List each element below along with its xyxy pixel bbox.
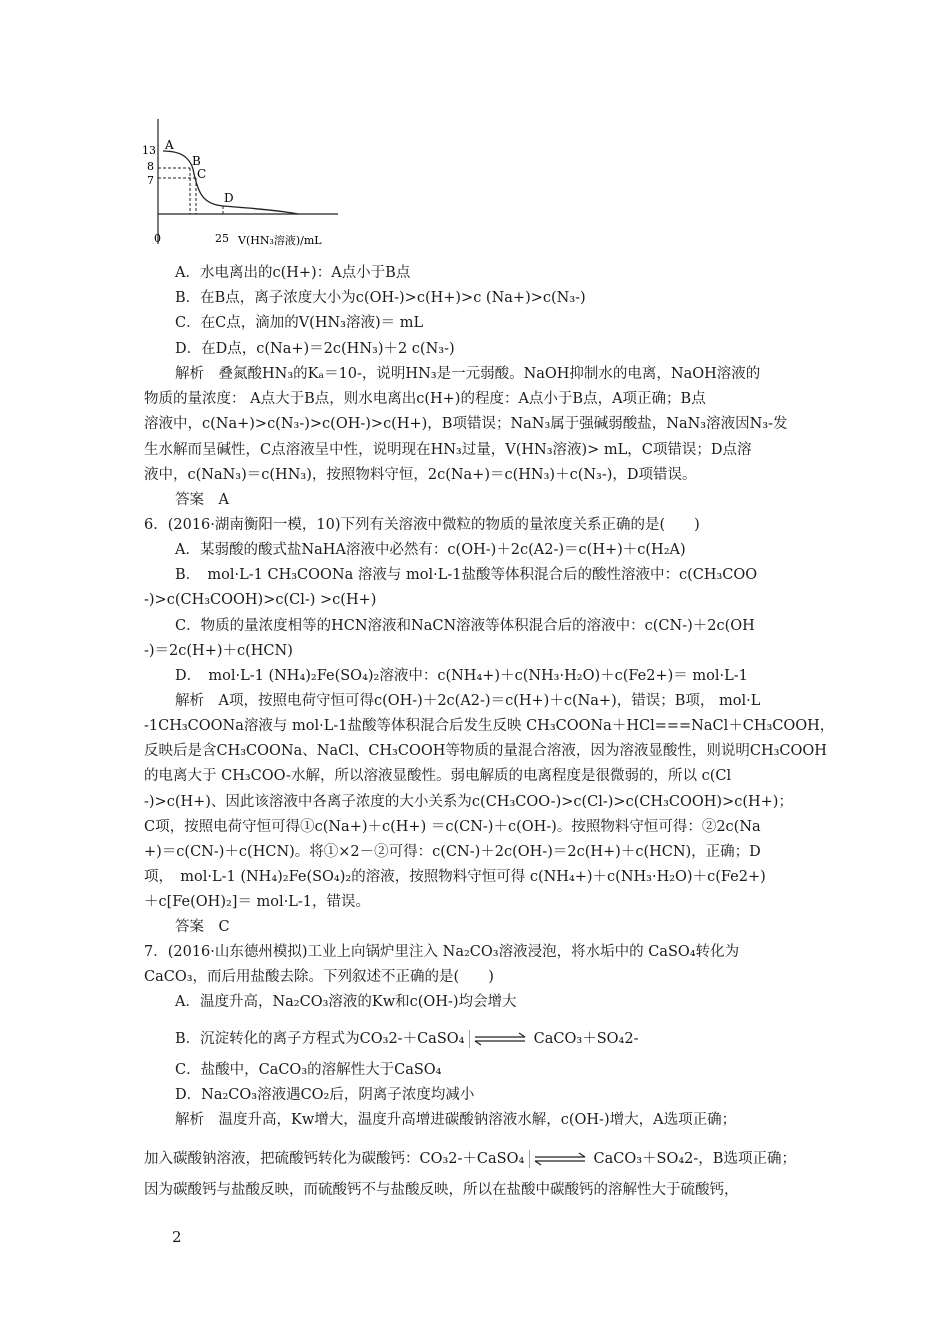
analysis-line: 解析 叠氮酸HN₃的Kₐ＝10-，说明HN₃是一元弱酸。NaOH抑制水的电离，NaOH溶液的	[175, 366, 761, 382]
analysis-line: -1CH₃COONa溶液与 mol·L-1盐酸等体积混合后发生反映 CH₃COONa＋HCl===NaCl＋CH₃COOH，	[144, 718, 835, 734]
option-d: D．Na₂CO₃溶液遇CO₂后，阴离子浓度均减小	[175, 1087, 475, 1103]
analysis-eq-text: 加入碳酸钠溶液，把硫酸钙转化为碳酸钙：CO₃2-＋CaSO₄	[144, 1151, 525, 1167]
option-a: A．温度升高，Na₂CO₃溶液的Kw和c(OH-)均会增大	[175, 994, 517, 1010]
option-c: C．在C点，滴加的V(HN₃溶液)＝ mL	[175, 315, 424, 331]
x-tick-25: 25	[215, 232, 229, 245]
analysis-line: 反映后是含CH₃COONa、NaCl、CH₃COOH等物质的量混合溶液，因为溶液显酸性，则说明CH₃COOH	[144, 743, 827, 759]
analysis-line: 液中，c(NaN₃)＝c(HN₃)，按照物料守恒，2c(Na+)＝c(HN₃)＋c(N₃-)，D项错误。	[144, 467, 697, 483]
analysis-line: ＋c[Fe(OH)₂]＝ mol·L-1，错误。	[144, 894, 371, 910]
option-b	[175, 1030, 638, 1048]
analysis-line: 物质的量浓度： A点大于B点，则水电离出c(H+)的程度：A点小于B点，A项正确；B点	[144, 391, 706, 407]
question-7: 7．(2016·山东德州模拟)工业上向锅炉里注入 Na₂CO₃溶液浸泡，将水垢中的 CaSO₄转化为	[144, 944, 740, 960]
page-number: 2	[172, 1228, 182, 1246]
analysis-line: 因为碳酸钙与盐酸反映，而硫酸钙不与盐酸反映，所以在盐酸中碳酸钙的溶解性大于硫酸钙，	[144, 1182, 739, 1198]
point-a-label: A	[165, 138, 174, 152]
option-a: A．某弱酸的酸式盐NaHA溶液中必然有：c(OH-)＋2c(A2-)＝c(H+)＋c(H₂A)	[175, 542, 686, 558]
analysis-line: 解析 A项，按照电荷守恒可得c(OH-)＋2c(A2-)＝c(H+)＋c(Na+)，错误；B项， mol·L	[175, 693, 761, 709]
equilibrium-arrow-icon	[469, 1030, 529, 1048]
option-b-products: CaCO₃＋SO₄2-	[533, 1031, 639, 1047]
x-origin: 0	[154, 232, 161, 245]
titration-curve-chart	[138, 114, 344, 258]
answer-line: 答案 A	[175, 492, 229, 508]
analysis-line: 项， mol·L-1 (NH₄)₂Fe(SO₄)₂的溶液，按照物料守恒可得 c(NH₄+)＋c(NH₃·H₂O)＋c(Fe2+)	[144, 869, 766, 885]
point-c-label: C	[197, 167, 207, 181]
analysis-line: C项，按照电荷守恒可得①c(Na+)＋c(H+) ＝c(CN-)＋c(OH-)。按照物料守恒可得：②2c(Na	[144, 819, 761, 835]
analysis-line: +)＝c(CN-)＋c(HCN)。将①×2－②可得：c(CN-)＋2c(OH-)＝2c(H+)＋c(HCN)，正确；D	[144, 844, 761, 860]
question-7-cont: CaCO₃，而后用盐酸去除。下列叙述不正确的是( )	[144, 969, 494, 985]
x-axis-label: V(HN₃溶液)/mL	[238, 234, 322, 247]
option-c: C．盐酸中，CaCO₃的溶解性大于CaSO₄	[175, 1062, 442, 1078]
analysis-line: 的电离大于 CH₃COO-水解，所以溶液显酸性。弱电解质的电离程度是很微弱的，所以 c(Cl	[144, 768, 732, 784]
option-b-cont: -)>c(CH₃COOH)>c(Cl-) >c(H+)	[144, 592, 377, 608]
equilibrium-arrow-icon	[529, 1150, 589, 1168]
point-b-label: B	[192, 154, 201, 168]
option-d: D．在D点，c(Na+)＝2c(HN₃)＋2 c(N₃-)	[175, 341, 455, 357]
analysis-line: 解析 温度升高，Kw增大，温度升高增进碳酸钠溶液水解，c(OH-)增大，A选项正确；	[175, 1112, 737, 1128]
analysis-line: 生水解而呈碱性，C点溶液呈中性，说明现在HN₃过量，V(HN₃溶液)> mL，C项错误；D点溶	[144, 442, 752, 458]
option-a: A．水电离出的c(H+)：A点小于B点	[175, 265, 411, 281]
option-c-cont: -)＝2c(H+)＋c(HCN)	[144, 643, 293, 659]
option-b: B．在B点，离子浓度大小为c(OH-)>c(H+)>c (Na+)>c(N₃-)	[175, 290, 586, 306]
analysis-line: 溶液中，c(Na+)>c(N₃-)>c(OH-)>c(H+)，B项错误；NaN₃属于强碱弱酸盐，NaN₃溶液因N₃-发	[144, 416, 788, 432]
option-b-text: B．沉淀转化的离子方程式为CO₃2-＋CaSO₄	[175, 1031, 465, 1047]
point-d-label: D	[224, 191, 234, 205]
analysis-line: -)>c(H+)、因此该溶液中各离子浓度的大小关系为c(CH₃COO-)>c(Cl-)>c(CH₃COOH)>c(H+)；	[144, 794, 793, 810]
question-6: 6．(2016·湖南衡阳一模，10)下列有关溶液中微粒的物质的量浓度关系正确的是( )	[144, 517, 700, 533]
y-tick-7: 7	[147, 174, 154, 187]
y-tick-13: 13	[142, 144, 156, 157]
option-c: C．物质的量浓度相等的HCN溶液和NaCN溶液等体积混合后的溶液中：c(CN-)＋2c(OH	[175, 618, 755, 634]
option-d: D． mol·L-1 (NH₄)₂Fe(SO₄)₂溶液中：c(NH₄+)＋c(NH₃·H₂O)＋c(Fe2+)＝ mol·L-1	[175, 668, 748, 684]
analysis-line	[144, 1150, 796, 1168]
y-tick-8: 8	[147, 160, 154, 173]
answer-line: 答案 C	[175, 919, 230, 935]
option-b: B． mol·L-1 CH₃COONa 溶液与 mol·L-1盐酸等体积混合后的酸性溶液中：c(CH₃COO	[175, 567, 758, 583]
analysis-eq-products: CaCO₃＋SO₄2-，B选项正确；	[593, 1151, 796, 1167]
